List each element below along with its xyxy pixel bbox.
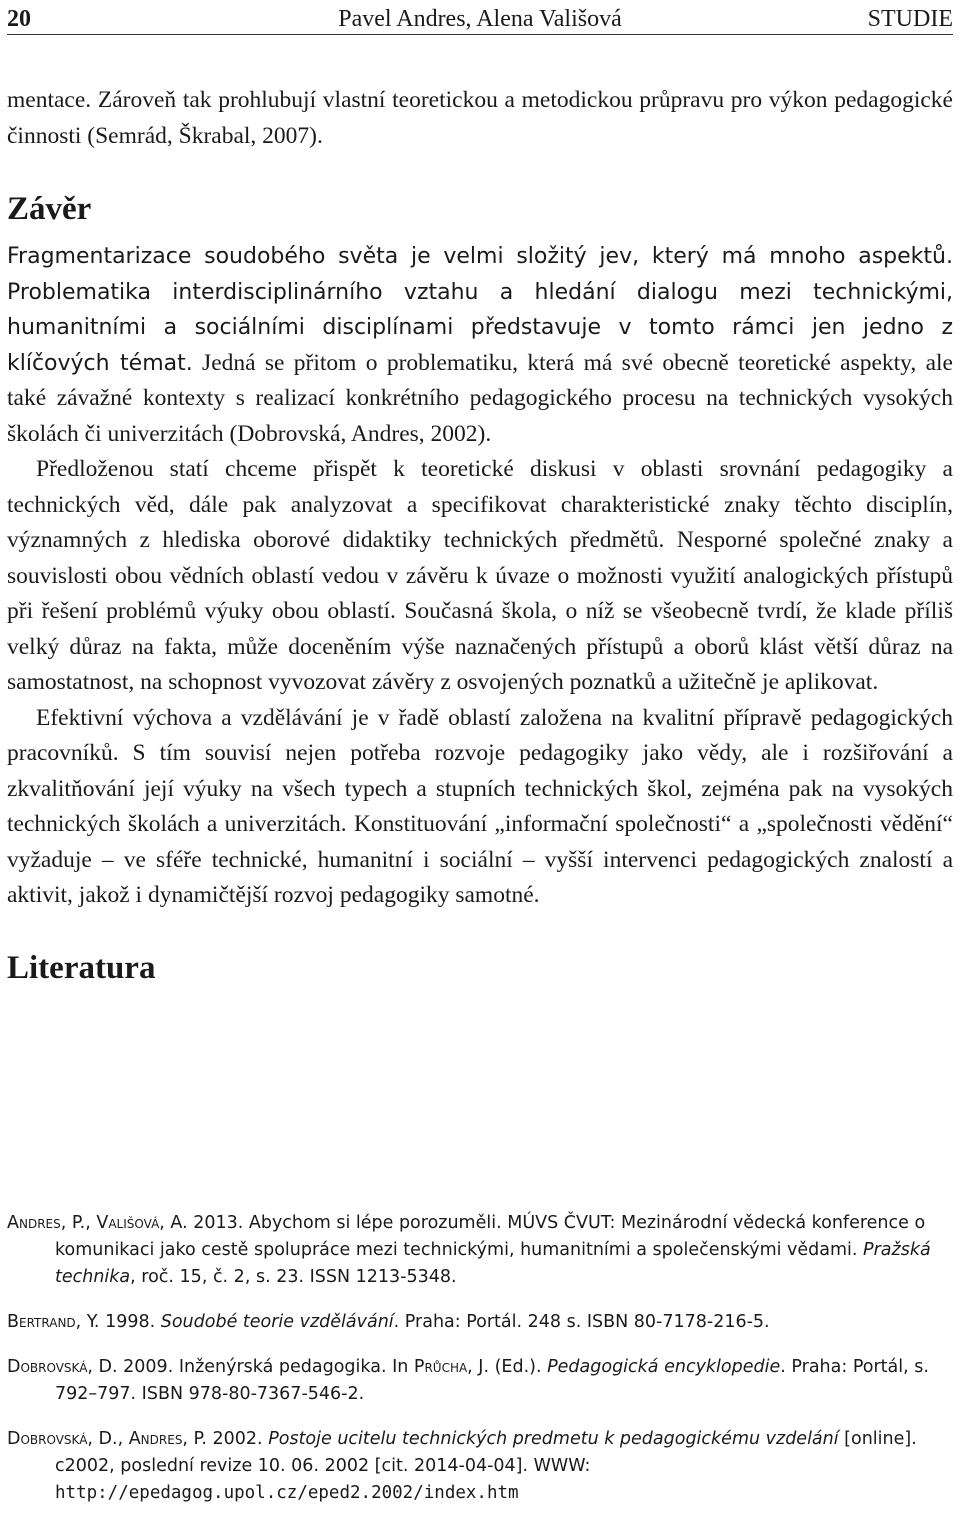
- page-number: 20: [7, 6, 31, 32]
- reference-authors: Bertrand, Y.: [7, 1312, 100, 1332]
- reference-item: Andres, P., Vališová, A. 2013. Abychom si lépe porozuměli. MÚVS ČVUT: Mezinárodní vědecká konference o komunikaci jako cestě spolupráce mezi technickými, humanitními a společenskými vědami. Pražská technika, roč. 15, č. 2, s. 23. ISSN 1213-5348.: [7, 1213, 931, 1287]
- conclusion-paragraph-1: [7, 239, 953, 452]
- reference-authors: Andres, P., Vališová, A.: [7, 1213, 188, 1233]
- conclusion-paragraph-1-sans: Fragmentarizace soudobého světa je velmi složitý jev, který má mnoho aspektů. Problematika interdisciplinárního vztahu a hledání dialogu mezi technickými, humanitními a sociálními disciplínami představuje v tomto rámci jen jedno z klíčových témat.: [7, 244, 953, 376]
- page-header: [7, 4, 953, 35]
- reference-url-link[interactable]: http://epedagog.upol.cz/eped2.2002/index.htm: [55, 1483, 519, 1503]
- literature-heading: Literatura: [7, 949, 156, 986]
- reference-editor: Průcha, J.: [413, 1357, 490, 1377]
- intro-paragraph: mentace. Zároveň tak prohlubují vlastní teoretickou a metodickou průpravu pro výkon pedagogické činnosti (Semrád, Škrabal, 2007).: [7, 87, 953, 149]
- reference-journal: Pražská technika: [55, 1240, 931, 1287]
- conclusion-paragraph-3: Efektivní výchova a vzdělávání je v řadě oblastí založena na kvalitní přípravě pedagogických pracovníků. S tím souvisí nejen potřeba rozvoje pedagogiky jako vědy, ale i rozšiřování a zkvalitňování její výuky na všech typech a stupních technických škol, zejména pak na vysokých technických školách a univerzitách. Konstituování „informační společnosti“ a „společnosti vědění“ vyžaduje – ve sféře technické, humanitní i sociální – vyšší intervenci pedagogických znalostí a aktivit, jakož i dynamičtější rozvoj pedagogiky samotné.: [7, 704, 953, 908]
- reference-authors: Dobrovská, D., Andres, P.: [7, 1429, 207, 1449]
- reference-item: Dobrovská, D., Andres, P. 2002. Postoje ucitelu technických predmetu k pedagogickému vzdelání [online]. c2002, poslední revize 10. 06. 2002 [cit. 2014-04-04]. WWW: http://epedagog.upol.cz/eped2.2002/index.htm: [7, 1429, 917, 1503]
- conclusion-heading: Závěr: [7, 191, 92, 227]
- section-label: STUDIE: [867, 6, 953, 32]
- reference-title: Postoje ucitelu technických predmetu k pedagogickému vzdelání: [268, 1429, 839, 1449]
- reference-title: Soudobé teorie vzdělávání: [160, 1312, 394, 1332]
- reference-list: [7, 1210, 953, 1525]
- conclusion-paragraph-1-serif: Jedná se přitom o problematiku, která má své obecně teoretické aspekty, ale také závažné kontexty s realizací konkrétního pedagogického procesu na technických vysokých školách či univerzitách (Dobrovská, Andres, 2002).: [7, 349, 953, 447]
- reference-item: Bertrand, Y. 1998. Soudobé teorie vzdělávání. Praha: Portál. 248 s. ISBN 80-7178-216-5.: [7, 1312, 770, 1332]
- reference-item: Dobrovská, D. 2009. Inženýrská pedagogika. In Průcha, J. (Ed.). Pedagogická encyklopedie. Praha: Portál, s. 792–797. ISBN 978-80-7367-546-2.: [7, 1357, 929, 1404]
- reference-title: Pedagogická encyklopedie: [547, 1357, 781, 1377]
- reference-authors: Dobrovská, D.: [7, 1357, 118, 1377]
- conclusion-paragraph-2: Předloženou statí chceme přispět k teoretické diskusi v oblasti srovnání pedagogiky a technických věd, dále pak analyzovat a specifikovat charakteristické znaky těchto disciplín, významných z hlediska oborové didaktiky technických předmětů. Nesporné společné znaky a souvislosti obou vědních oblastí vedou v závěru k úvaze o možnosti využití analogických přístupů při řešení problémů výuky obou oblastí. Současná škola, o níž se všeobecně tvrdí, že klade příliš velký důraz na fakta, může doceněním výše naznačených přístupů a oborů klást větší důraz na samostatnost, na schopnost vyvozovat závěry z osvojených poznatků a užitečně je aplikovat.: [7, 456, 953, 695]
- main-content: [7, 83, 953, 988]
- running-authors: Pavel Andres, Alena Vališová: [338, 6, 622, 32]
